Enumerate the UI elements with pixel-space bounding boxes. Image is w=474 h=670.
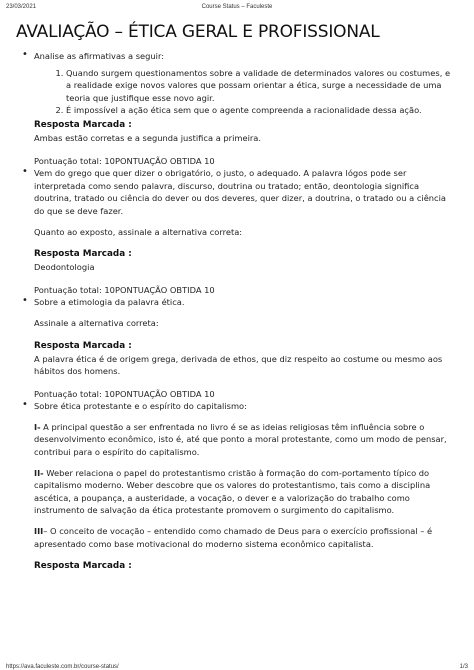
score-text: Pontuação total: 10PONTUAÇÃO OBTIDA 10	[34, 388, 215, 399]
question-3	[16, 296, 456, 400]
selected-answer: A palavra ética é de origem grega, derivada de ethos, que diz respeito ao costume ou mesmo aos hábitos dos homens.	[34, 353, 443, 377]
page-url: https://ava.faculeste.com.br/course-status/	[6, 664, 119, 670]
question-2-prompt: • Vem do grego que quer dizer o obrigatório, o justo, o adequado. A palavra lógos pode ser interpretada como sendo palavra, discurso, doutrina ou tratado; então, deontologia significa doutrina, tratado ou ciência do dever ou dos deveres, quer dizer, a doutrina, o tratado ou a ciência do que se deve fazer.	[16, 167, 456, 217]
question-3-prompt: • Sobre a etimologia da palavra ética.	[16, 296, 456, 309]
statement-text: Weber relaciona o papel do protestantismo cristão à formação do com-portamento típico do capitalismo moderno. Weber descobre que os valores do protestantismo, tais como a disciplina ascética, a poupança, a austeridade, a vocação, o dever e a valorização do trabalho como instrumento de salvação da ética protestante promovem o surgimento do capitalismo.	[34, 467, 431, 516]
statement-text: A principal questão a ser enfrentada no livro é se as ideias religiosas têm influência sobre o desenvolvimento econômico, isto é, até que ponto a moral protestante, como um modo de pensar, contribui para o espírito do capitalismo.	[34, 421, 447, 458]
roman-numeral: II-	[34, 467, 44, 478]
roman-numeral: I-	[34, 421, 41, 432]
roman-numeral: III	[34, 526, 44, 537]
selected-answer: Ambas estão corretas e a segunda justifica a primeira.	[34, 132, 262, 143]
selected-answer: Deodontologia	[34, 262, 95, 273]
question-2-instruction: Quanto ao exposto, assinale a alternativa correta:	[34, 226, 243, 237]
answer-label: Resposta Marcada :	[34, 249, 132, 260]
course-status-content	[16, 22, 456, 573]
statement-2: 2. É impossível a ação ética sem que o agente compreenda a racionalidade dessa ação.	[66, 104, 456, 117]
print-date: 23/03/2021	[6, 4, 37, 10]
statement-text: – O conceito de vocação – entendido como chamado de Deus para o exercício profissional – é apresentado como base motivacional do moderno sistema econômico capitalista.	[34, 526, 433, 549]
page-number: 1/3	[459, 664, 468, 670]
answer-label: Resposta Marcada :	[34, 340, 132, 351]
statement-i	[34, 421, 456, 459]
question-1-statements	[16, 67, 456, 117]
statement-ii	[34, 467, 456, 517]
statement-iii	[34, 525, 456, 550]
print-page-title: Course Status – Faculeste	[201, 4, 273, 10]
question-1	[16, 50, 456, 167]
statement-1: 1. Quando surgem questionamentos sobre a validade de determinados valores ou costumes, e a realidade exige novos valores que possam orientar a ética, surge a necessidade de uma teoria que justifique esse novo agir.	[66, 67, 456, 105]
page-title: AVALIAÇÃO – ÉTICA GERAL E PROFISSIONAL	[16, 22, 380, 42]
question-3-instruction: Assinale a alternativa correta:	[34, 317, 159, 328]
score-text: Pontuação total: 10PONTUAÇÃO OBTIDA 10	[34, 155, 215, 166]
question-2	[16, 167, 456, 296]
question-4-prompt: • Sobre ética protestante e o espírito do capitalismo:	[16, 400, 456, 413]
score-text: Pontuação total: 10PONTUAÇÃO OBTIDA 10	[34, 284, 215, 295]
question-4	[16, 400, 456, 573]
answer-label: Resposta Marcada :	[34, 561, 132, 572]
question-1-prompt: • Analise as afirmativas a seguir:	[16, 50, 456, 63]
answer-label: Resposta Marcada :	[34, 119, 132, 130]
